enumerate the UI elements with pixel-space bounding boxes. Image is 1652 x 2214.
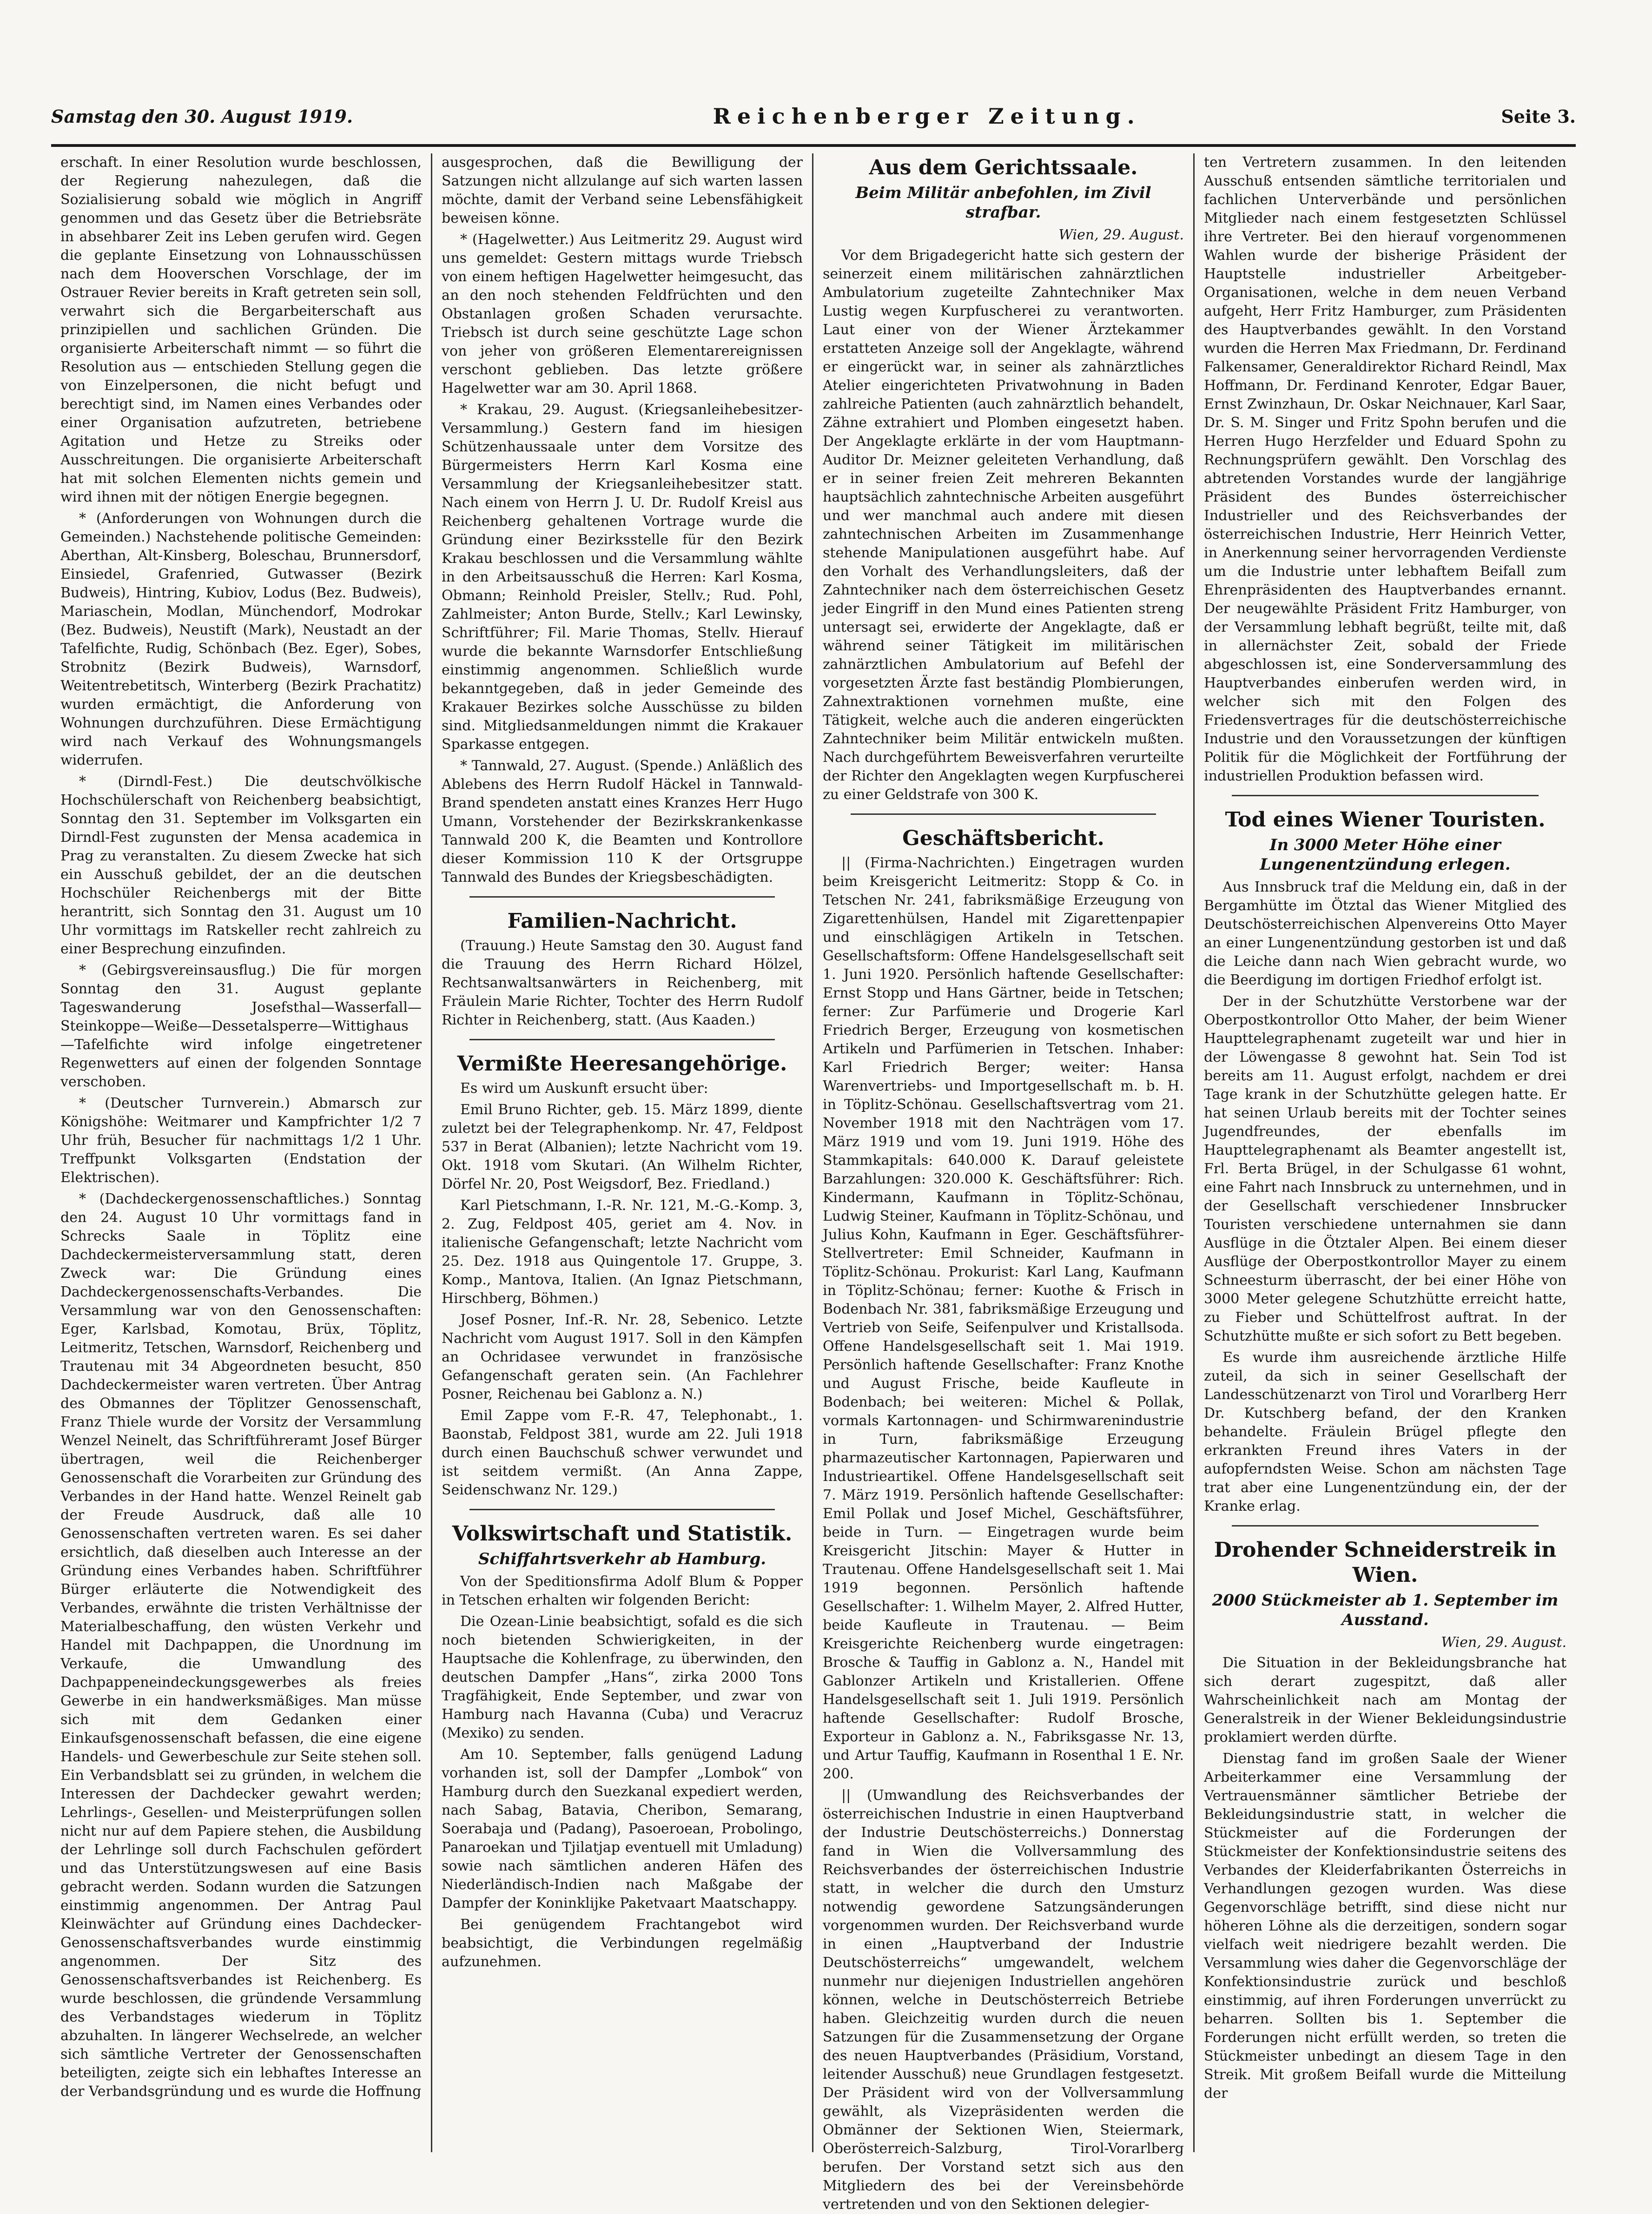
article-text: * (Dachdeckergenossenschaftliches.) Sonntag den 24. August 10 Uhr vormittags fand in Schrecks Saale in Töplitz eine Dachdeckermeisterversammlung statt, deren Zweck war: Die Gründung eines Dachdeckergenossenschafts-Verbandes. Die Versammlung war von den Genossenschaften: Eger, Karlsbad, Komotau, Brüx, Töplitz, Leitmeritz, Tetschen, Warnsdorf, Reichenberg und Trautenau mit 34 Abgeordneten besucht, 850 Dachdeckermeister waren vertreten. Über Antrag des Obmannes der Töplitzer Genossenschaft, Franz Thiele wurde der Vorsitz der Versammlung Wenzel Neinelt, das Schriftführeramt Josef Bürger übertragen, weil die Reichenberger Genossenschaft die Vorarbeiten zur Gründung des Verbandes in der Hand hatte. Wenzel Reinelt gab der Freude Ausdruck, daß alle 10 Genossenschaften vertreten waren. Es sei daher ersichtlich, daß dieselben auch Interesse an der Gründung eines Verbandes haben. Schriftführer Bürger erläuterte die Notwendigkeit des Verbandes, erwähnte die tristen Verhältnisse der Materialbeschaffung, den wüsten Verkehr und Handel mit Dachpappen, die Unordnung im Verkaufe, die Umwandlung des Dachpappeneindeckungsgewerbes als freies Gewerbe in ein handwerksmäßiges. Man müsse sich mit dem Gedanken einer Einkaufsgenossenschaft befassen, die eine eigene Handels- und Gewerbeschule zur Seite stehen soll. Ein Verbandsblatt sei zu gründen, in welchem die Interessen der Dachdecker gewahrt werden; Lehrlings-, Gesellen- und Meisterprüfungen sollen nicht nur auf dem Papiere stehen, die Ausbildung der Lehrlinge soll durch Fachschulen gefördert und das Unterstützungswesen auf eine Basis gebracht werden. Sodann wurden die Satzungen einstimmig angenommen. Der Antrag Paul Kleinwächter auf Gründung eines Dachdecker-Genossenschaftsverbandes wurde einstimmig angenommen. Der Sitz des Genossenschaftsverbandes ist Reichenberg. Es wurde beschlossen, die gründende Versammlung des Verbandstages wiederum in Töplitz abzuhalten. In längerer Wechselrede, an welcher sich sämtliche Vertreter der Genossenschaften beteiligten, zeigte sich ein lebhaftes Interesse an der Verbandsgründung und es wurde die Hoffnung	[60, 1191, 422, 2100]
article-text: || (Umwandlung des Reichsverbandes der österreichischen Industrie in einen Hauptverband der Industrie Deutschösterreichs.) Donnerstag fand in Wien die Vollversammlung des Reichsverbandes der österreichischen Industrie statt, in welcher die durch den Umsturz notwendig gewordene Satzungsänderungen vorgenommen wurden. Der Reichsverband wurde in einen „Hauptverband der Industrie Deutschösterreichs“ umgewandelt, welchem nunmehr nur diejenigen Industriellen angehören können, welche in Deutschösterreich Betriebe haben. Gleichzeitig wurden durch die neuen Satzungen für die Zusammensetzung der Organe des neuen Hauptverbandes (Präsidium, Vorstand, leitender Ausschuß) neue Grundlagen festgesetzt. Der Präsident wird von der Vollversammlung gewählt, als Vizepräsidenten werden die Obmänner der Sektionen Wien, Steiermark, Oberösterreich-Salzburg, Tirol-Vorarlberg berufen. Der Vorstand setzt sich aus den Mitgliedern des bei der Vereinsbehörde vertretenden und von den Sektionen delegier-	[823, 1787, 1184, 2213]
article-text: Aus Innsbruck traf die Meldung ein, daß in der Bergamhütte im Ötztal das Wiener Mitglied des Deutschösterreichischen Alpenvereins Otto Mayer an einer Lungenentzündung gestorben ist und daß die Leiche dann nach Wien gebracht wurde, wo die Beerdigung im dortigen Friedhof erfolgt ist.	[1204, 879, 1566, 988]
article-text: Am 10. September, falls genügend Ladung vorhanden ist, soll der Dampfer „Lombok“ von Hamburg durch den Suezkanal expediert werden, nach Sabag, Batavia, Cheribon, Semarang, Soerabaja und (Padang), Pasoeroean, Probolingo, Panaroekan und Tjilatjap eventuell mit Umladung) sowie nach sämtlichen anderen Häfen des Niederländisch-Indien nach Maßgabe der Dampfer der Koninklijke Paketvaart Maatschappy.	[442, 1746, 803, 1911]
section-divider	[851, 813, 1156, 815]
section-subheading: In 3000 Meter Höhe einer Lungenentzündung erlegen.	[1260, 836, 1511, 874]
article-text: Vor dem Brigadegericht hatte sich gestern der seinerzeit einem militärischen zahnärztlichen Ambulatorium zugeteilte Zahntechniker Max Lustig wegen Kurpfuscherei zu verantworten. Laut einer von der Wiener Ärztekammer erstatteten Anzeige soll der Angeklagte, während er eingerückt war, in seiner als zahnärztliches Atelier eingerichteten Privatwohnung in Baden zahlreiche Patienten (auch zahnärztlich behandelt, Zähne extrahiert und Plomben eingesetzt haben. Der Angeklagte erklärte in der vom Hauptmann-Auditor Dr. Meizner geleiteten Verhandlung, daß er in seiner freien Zeit mehreren Bekannten hauptsächlich zahntechnische Arbeiten ausgeführt und wer manchmal auch andere mit diesen zahntechnischen Arbeiten im Zusammenhange stehende Manipulationen ausgeführt habe. Auf den Vorhalt des Verhandlungsleiters, daß der Zahntechniker nach dem österreichischen Gesetz jeder Eingriff in den Mund eines Patienten streng untersagt sei, erwiderte der Angeklagte, daß er während seiner Tätigkeit im militärischen zahnärztlichen Ambulatorium auf Befehl der vorgesetzten Ärzte fast beständig Plombierungen, Zahnextraktionen vornehmen mußte, eine Tätigkeit, welche auch die anderen eingerückten Zahntechniker beim Militär entwickeln mußten. Nach durchgeführtem Beweisverfahren verurteilte der Richter den Angeklagten wegen Kurpfuscherei zu einer Geldstrafe von 300 K.	[823, 247, 1184, 803]
section-heading: Vermißte Heeresangehörige.	[457, 1052, 787, 1076]
article-text: * Krakau, 29. August. (Kriegsanleihebesitzer-Versammlung.) Gestern fand im hiesigen Schützenhaussaale unter dem Vorsitze des Bürgermeisters Herrn Karl Kosma eine Versammlung der Kriegsanleihebesitzer statt. Nach einem von Herrn J. U. Dr. Rudolf Kreisl aus Reichenberg gehaltenen Vortrage wurde die Gründung einer Bezirksstelle für den Bezirk Krakau beschlossen und die Versammlung wählte in den Arbeitsausschuß die Herren: Karl Kosma, Obmann; Reinhold Preisler, Stellv.; Rud. Pohl, Zahlmeister; Anton Burde, Stellv.; Karl Lewinsky, Schriftführer; Fil. Marie Thomas, Stellv. Hierauf wurde die bekannte Warnsdorfer Entschließung einstimmig angenommen. Schließlich wurde bekanntgegeben, daß in jeder Gemeinde des Krakauer Bezirkes solche Ausschüsse zu bilden sind. Mitgliedsanmeldungen nimmt die Krakauer Sparkasse entgegen.	[442, 402, 803, 753]
section-divider	[1232, 795, 1539, 796]
article-text: * (Anforderungen von Wohnungen durch die Gemeinden.) Nachstehende politische Gemeinden: Aberthan, Alt-Kinsberg, Boleschau, Brunnersdorf, Einsiedel, Grafenried, Gutwasser (Bezirk Budweis), Hintring, Kubiov, Lodus (Bez. Budweis), Mariaschein, Modlan, Münchendorf, Modrokar (Bez. Budweis), Neustift (Mark), Neustadt an der Tafelfichte, Rudig, Schönbach (Bez. Eger), Sobes, Strobnitz (Bezirk Budweis), Warnsdorf, Weitentrebetitsch, Winterberg (Bezirk Prachatitz) wurden ermächtigt, die Anforderung von Wohnungen durchzuführen. Diese Ermächtigung wird nach Verkauf des Wohnungsmangels widerrufen.	[60, 510, 422, 768]
article-text: ausgesprochen, daß die Bewilligung der Satzungen nicht allzulange auf sich warten lassen möchte, damit der Verband seine Lebensfähigkeit beweisen könne.	[442, 154, 803, 226]
article-text: || (Firma-Nachrichten.) Eingetragen wurden beim Kreisgericht Leitmeritz: Stopp & Co. in Tetschen Nr. 241, fabriksmäßige Erzeugung von Zigarettenhülsen, Handel mit Zigarettenpapier und einschlägigen Artikeln in Tetschen. Gesellschaftsform: Offene Handelsgesellschaft seit 1. Juni 1920. Persönlich haftende Gesellschafter: Ernst Stopp und Hans Gärtner, beide in Tetschen; ferner: Zur Parfümerie und Drogerie Karl Friedrich Berger, Erzeugung von kosmetischen Artikeln und Parfümerien in Tetschen. Inhaber: Karl Friedrich Berger; weiter: Hansa Warenvertriebs- und Importgesellschaft m. b. H. in Töplitz-Schönau. Gesellschaftsvertrag vom 21. November 1918 mit den Nachträgen vom 17. März 1919 und vom 19. Juni 1919. Höhe des Stammkapitals: 640.000 K. Darauf geleistete Barzahlungen: 320.000 K. Geschäftsführer: Rich. Kindermann, Kaufmann in Töplitz-Schönau, Ludwig Steiner, Kaufmann in Töplitz-Schönau, und Julius Kohn, Kaufmann in Eger. Geschäftsführer-Stellvertreter: Emil Schneider, Kaufmann in Töplitz-Schönau. Prokurist: Karl Lang, Kaufmann in Töplitz-Schönau; ferner: Kuothe & Frisch in Bodenbach Nr. 381, fabriksmäßige Erzeugung und Vertrieb von Seife, Seifenpulver und Kristallsoda. Offene Handelsgesellschaft seit 1. Mai 1919. Persönlich haftende Gesellschafter: Franz Knothe und August Frische, beide Kaufleute in Bodenbach; bei weiteren: Michel & Pollak, vormals Kartonnagen- und Schirmwarenindustrie in Turn, fabriksmäßige Erzeugung pharmazeutischer Kartonnagen, Papierwaren und Industrieartikel. Offene Handelsgesellschaft seit 7. März 1919. Persönlich haftende Gesellschafter: Emil Pollak und Josef Michel, Geschäftsführer, beide in Turn. — Eingetragen wurde beim Kreisgericht Jitschin: Mayer & Hutter in Trautenau. Offene Handelsgesellschaft seit 1. Mai 1919 begonnen. Persönlich haftende Gesellschafter: 1. Wilhelm Mayer, 2. Alfred Hutter, beide Kaufleute in Trautenau. — Beim Kreisgerichte Reichenberg wurde eingetragen: Brosche & Tauffig in Gablonz a. N., Handel mit Gablonzer Artikeln und Kristallerien. Offene Handelsgesellschaft seit 1. Juli 1919. Persönlich haftende Gesellschafter: Rudolf Brosche, Exporteur in Gablonz a. N., Fabriksgasse Nr. 13, und Artur Tauffig, Kaufmann in Rosenthal 1 E. Nr. 200.	[823, 855, 1184, 1782]
article-text: * (Dirndl-Fest.) Die deutschvölkische Hochschülerschaft von Reichenberg beabsichtigt, Sonntag den 31. September im Volksgarten ein Dirndl-Fest zugunsten der Mensa academica in Prag zu veranstalten. Zu diesem Zwecke hat sich ein Ausschuß gebildet, der an die deutschen Hochschüler Reichenbergs mit der Bitte herantritt, sich Sonntag den 31. August um 10 Uhr vormittags im Ratskeller recht zahlreich zu einer Besprechung einzufinden.	[60, 773, 422, 957]
column-2	[432, 153, 813, 2152]
section-subheading: Beim Militär anbefohlen, im Zivil strafbar.	[855, 184, 1151, 222]
column-4	[1195, 153, 1576, 2152]
article-text: * (Deutscher Turnverein.) Abmarsch zur Königshöhe: Weitmarer und Kampfrichter 1/2 7 Uhr früh, Besucher für nachmittags 1/2 1 Uhr. Treffpunkt Volksgarten (Endstation der Elektrischen).	[60, 1095, 422, 1186]
article-text: Die Ozean-Linie beabsichtigt, sofald es die sich noch bietenden Schwierigkeiten, in der Hauptsache die Kohlenfrage, zu überwinden, den deutschen Dampfer „Hans“, zirka 2000 Tons Tragfähigkeit, Ende September, und zwar von Hamburg nach Havanna (Cuba) und Veracruz (Mexiko) zu senden.	[442, 1613, 803, 1741]
page-number: Seite 3.	[1501, 106, 1576, 127]
article-text: Die Situation in der Bekleidungsbranche hat sich derart zugespitzt, daß aller Wahrscheinlichkeit nach am Montag der Generalstreik in der Wiener Bekleidungsindustrie proklamiert werden dürfte.	[1204, 1655, 1566, 1745]
columns	[51, 153, 1576, 2213]
article-text: Bei genügendem Frachtangebot wird beabsichtigt, die Verbindungen regelmäßig aufzunehmen.	[442, 1917, 803, 1970]
section-heading: Tod eines Wiener Touristen.	[1225, 808, 1546, 832]
article-text: Es wird um Auskunft ersucht über:	[460, 1080, 708, 1097]
section-divider	[1232, 1525, 1539, 1527]
article-text: Von der Speditionsfirma Adolf Blum & Popper in Tetschen erhalten wir folgenden Bericht:	[442, 1573, 803, 1608]
newspaper-title: Reichenberger Zeitung.	[713, 104, 1141, 129]
newspaper-page	[51, 33, 1576, 2213]
dateline: Wien, 29. August.	[1058, 227, 1184, 243]
header-rule	[51, 144, 1576, 147]
article-text: * (Gebirgsvereinsausflug.) Die für morgen Sonntag den 31. August geplante Tageswanderung Josefsthal—Wasserfall—Steinkoppe—Weiße—Dessetalsperre—Wittighaus—Tafelfichte wird infolge eingetretener Regenwetters auf einen der folgenden Sonntage verschoben.	[60, 962, 422, 1090]
article-text: erschaft. In einer Resolution wurde beschlossen, der Regierung nahezulegen, daß die Sozialisierung sobald wie möglich in Angriff genommen und das Gesetz über die Betriebsräte in absehbarer Zeit ins Leben gerufen wird. Gegen die geplante Einsetzung von Lohnausschüssen nach dem Hooverschen Vorschlage, der im Ostrauer Revier bereits in Kraft getreten sein soll, verwahrt sich die Bergarbeiterschaft aus prinzipiellen und sachlichen Gründen. Die organisierte Arbeiterschaft nimmt — so führt die Resolution aus — entschieden Stellung gegen die von Einzelpersonen, die nicht befugt und berechtigt sind, im Namen eines Verbandes oder einer Organisation aufzutreten, betriebene Agitation und Hetze zu Streiks oder Ausschreitungen. Die organisierte Arbeiterschaft hat mit solchen Elementen nichts gemein und wird ihnen mit der nötigen Energie begegnen.	[60, 154, 422, 505]
article-text: ten Vertretern zusammen. In den leitenden Ausschuß entsenden sämtliche territorialen und fachlichen Unterverbände und persönlichen Mitglieder nach einem festgesetzten Schlüssel ihre Vertreter. Bei den hierauf vorgenommenen Wahlen wurde der bisherige Präsident der Hauptstelle industrieller Arbeitgeber-Organisationen, welche in dem neuen Verband aufgeht, Herr Fritz Hamburger, zum Präsidenten des Hauptverbandes gewählt. In den Vorstand wurden die Herren Max Friedmann, Dr. Ferdinand Falkensamer, Generaldirektor Richard Reindl, Max Hoffmann, Dr. Ferdinand Kenroter, Edgar Bauer, Ernst Zwinzhaun, Dr. Oskar Neichnauer, Karl Saar, Dr. S. M. Singer und Fritz Spohn berufen und die Herren Hugo Herzfelder und Eduard Spohn zu Rechnungsprüfern gewählt. Den Vorschlag des abtretenden Vorstandes wurde der langjährige Präsident des Bundes österreichischer Industrieller und des Reichsverbandes der österreichischen Industrie, Herr Heinrich Vetter, in Anerkennung seiner hervorragenden Verdienste um die Industrie unter lebhaftem Beifall zum Ehrenpräsidenten des Hauptverbandes ernannt. Der neugewählte Präsident Fritz Hamburger, von der Versammlung lebhaft begrüßt, teilte mit, daß in allernächster Zeit, sobald der Friede abgeschlossen ist, eine Sonderversammlung des Hauptverbandes einberufen werden wird, in welcher sich mit den Folgen des Friedensvertrages für die deutschösterreichische Industrie und den Voraussetzungen der künftigen Politik für die Möglichkeit der Fortführung der industriellen Produktion befassen wird.	[1204, 154, 1566, 784]
article-text: * Tannwald, 27. August. (Spende.) Anläßlich des Ablebens des Herrn Rudolf Häckel in Tannwald-Brand spendeten anstatt eines Kranzes Herr Hugo Umann, Vorstehender der Bezirkskrankenkasse Tannwald 200 K, die Beamten und Kontrollore dieser Kommission 110 K der Ortsgruppe Tannwald des Bundes der Kriegsbeschädigten.	[442, 758, 803, 886]
column-1	[51, 153, 432, 2152]
section-heading: Aus dem Gerichtssaale.	[869, 156, 1138, 179]
section-divider	[469, 896, 775, 898]
article-text: Dienstag fand im großen Saale der Wiener Arbeiterkammer eine Versammlung der Vertrauensmänner sämtlicher Betriebe der Bekleidungsindustrie statt, in welcher die Stückmeister auf die Forderungen der Stückmeister der Konfektionsindustrie seitens des Verbandes der Kleiderfabrikanten Österreichs in Verhandlungen gezogen wurden. Was diese Gegenvorschläge betrifft, sind diese nicht nur höheren Löhne als die derzeitigen, sondern sogar vielfach weit niedrigere bezahlt werden. Die Versammlung wies daher die Gegenvorschläge der Konfektionsindustrie zurück und beschloß einstimmig, auf ihren Forderungen unverrückt zu beharren. Sollten bis 1. September die Forderungen nicht erfüllt werden, so treten die Stückmeister unbedingt an diesem Tage in den Streik. Mit großem Beifall wurde die Mitteilung der	[1204, 1751, 1566, 2102]
section-heading: Drohender Schneiderstreik in Wien.	[1214, 1538, 1557, 1587]
article-text: Karl Pietschmann, I.-R. Nr. 121, M.-G.-Komp. 3, 2. Zug, Feldpost 405, geriet am 4. Nov. in italienische Gefangenschaft; letzte Nachricht vom 25. Dez. 1918 aus Quingentole 17. Gruppe, 3. Komp., Mantova, Italien. (An Ignaz Pietschmann, Hirschberg, Böhmen.)	[442, 1197, 803, 1307]
dateline: Wien, 29. August.	[1441, 1634, 1566, 1651]
section-divider	[469, 1509, 775, 1510]
article-text: Es wurde ihm ausreichende ärztliche Hilfe zuteil, da sich in seiner Gesellschaft der Landesschützenarzt von Tirol und Vorarlberg Herr Dr. Kutschberg befand, der den Kranken behandelte. Fräulein Brügel pflegte den erkrankten Freund ihres Vaters in der aufopferndsten Weise. Schon am nächsten Tage trat aber eine Lungenentzündung ein, der der Kranke erlag.	[1204, 1349, 1566, 1514]
article-text: Emil Bruno Richter, geb. 15. März 1899, diente zuletzt bei der Telegraphenkomp. Nr. 47, Feldpost 537 in Berat (Albanien); letzte Nachricht vom 19. Okt. 1918 vom Skutari. (An Wilhelm Richter, Dörfel Nr. 20, Post Weigsdorf, Bez. Friedland.)	[442, 1102, 803, 1192]
article-text: (Trauung.) Heute Samstag den 30. August fand die Trauung des Herrn Richard Hölzel, Rechtsanwaltsanwärters in Reichenberg, mit Fräulein Marie Richter, Tochter des Herrn Rudolf Richter in Reichenberg, statt. (Aus Kaaden.)	[442, 938, 803, 1028]
section-divider	[469, 1039, 775, 1040]
section-subheading: 2000 Stückmeister ab 1. September im Ausstand.	[1212, 1591, 1559, 1629]
article-text: Der in der Schutzhütte Verstorbene war der Oberpostkontrollor Otto Maher, der beim Wiener Haupttelegraphenamt zugeteilt war und hier in der Löwengasse 8 gewohnt hat. Sein Tod ist bereits am 11. August erfolgt, nachdem er drei Tage krank in der Schutzhütte gelegen hatte. Er hat seinen Urlaub bereits mit der Tochter seines Jugendfreundes, der ebenfalls im Haupttelegraphenamt als Beamter angestellt ist, Frl. Berta Brügel, in der Schulgasse 61 wohnt, eine Fahrt nach Innsbruck zu unternehmen, und in der Gesellschaft verschiedener Innsbrucker Touristen verschiedene unternahmen sie dann Ausflüge in die Ötztaler Alpen. Bei einem dieser Ausflüge der Oberpostkontrollor Mayer zu einem Schneesturm überrascht, der bei einer Höhe von 3000 Meter gelegene Schutzhütte erreicht hatte, zu Fieber und Schüttelfrost auftrat. In der Schutzhütte mußte er sich sofort zu Bett begeben.	[1204, 993, 1566, 1344]
article-text: Emil Zappe vom F.-R. 47, Telephonabt., 1. Baonstab, Feldpost 381, wurde am 22. Juli 1918 durch einen Bauchschuß schwer verwundet und ist seitdem vermißt. (An Anna Zappe, Seidenschwanz Nr. 129.)	[442, 1408, 803, 1498]
article-text: Josef Posner, Inf.-R. Nr. 28, Sebenico. Letzte Nachricht vom August 1917. Soll in den Kämpfen an Ochridasee verwundet in französische Gefangenschaft geraten sein. (An Fachlehrer Posner, Reichenau bei Gablonz a. N.)	[442, 1312, 803, 1402]
column-3	[813, 153, 1195, 2213]
issue-date: Samstag den 30. August 1919.	[51, 106, 353, 127]
masthead	[51, 91, 1576, 142]
article-text: * (Hagelwetter.) Aus Leitmeritz 29. August wird uns gemeldet: Gestern mittags wurde Triebsch von einem heftigen Hagelwetter heimgesucht, das an den noch stehenden Feldfrüchten und den Obstanlagen großen Schaden verursachte. Triebsch ist durch seine geschützte Lage schon von jeher von größeren Elementarereignissen verschont geblieben. Das letzte größere Hagelwetter war am 30. April 1868.	[442, 231, 803, 397]
section-subheading: Schiffahrtsverkehr ab Hamburg.	[478, 1550, 767, 1568]
section-heading: Volkswirtschaft und Statistik.	[452, 1522, 793, 1546]
section-heading: Familien-Nachricht.	[507, 909, 737, 933]
section-heading: Geschäftsbericht.	[902, 826, 1104, 850]
